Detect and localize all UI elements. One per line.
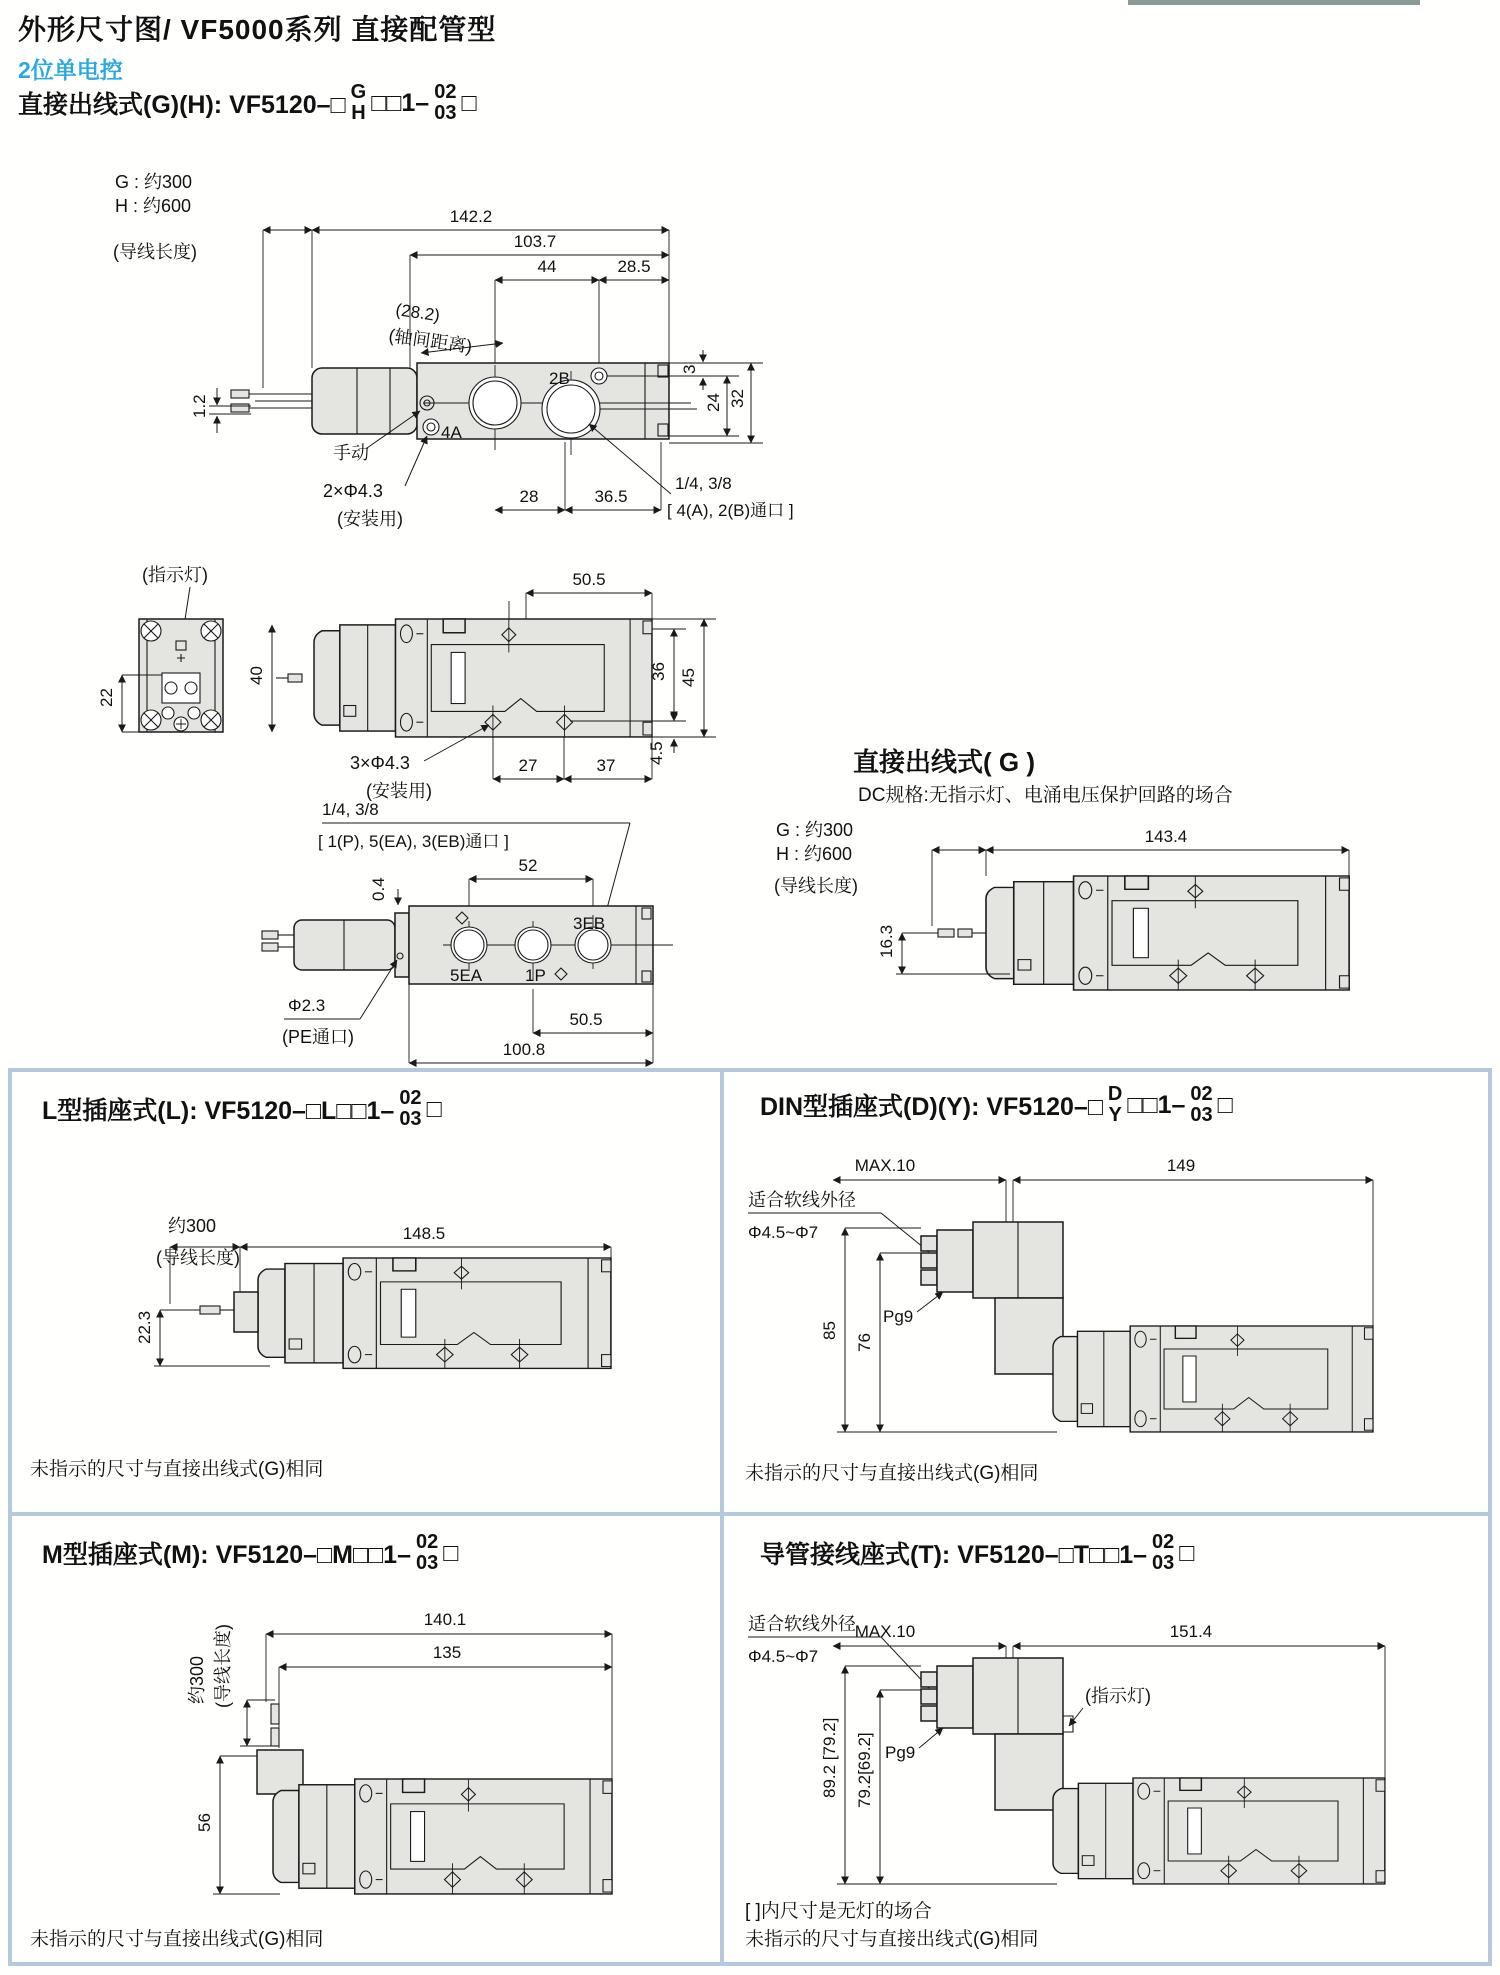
lead-note-label: (导线长度) <box>774 876 858 896</box>
port-5ea-circle <box>451 927 487 963</box>
pitch-note: (轴间距离) <box>387 325 474 357</box>
option-stack <box>351 82 367 124</box>
note-t: 未指示的尺寸与直接出线式(G)相同 <box>745 1929 1039 1950</box>
model-mid: □□1– <box>1127 1090 1186 1119</box>
valve-side-body <box>1053 1326 1373 1432</box>
dim-50-5: 50.5 <box>572 570 606 589</box>
dim-85: 85 <box>820 1321 839 1340</box>
model-prefix: DIN型插座式(D)(Y): VF5120–□ <box>760 1093 1103 1121</box>
dim-148-5: 148.5 <box>402 1224 446 1243</box>
valve-side-body <box>986 876 1349 990</box>
divider-horizontal-top <box>8 1068 1492 1072</box>
port-2b-circle <box>542 380 600 438</box>
valve-side-body <box>273 1779 612 1894</box>
port-1p-label: 1P <box>525 966 546 985</box>
dim-24: 24 <box>704 393 723 412</box>
dim-36-5: 36.5 <box>594 487 628 506</box>
pe-note-label: (PE通口) <box>282 1027 354 1047</box>
size-03: 03 <box>415 1552 439 1574</box>
port-4a-label: 4A <box>441 423 462 442</box>
din-view-drawing <box>733 1140 1488 1452</box>
size-03: 03 <box>1190 1104 1213 1126</box>
dim-pitch: (28.2) <box>394 300 442 326</box>
size-stack <box>434 82 456 124</box>
t-view-drawing <box>733 1608 1488 1888</box>
thread-label: 1/4, 3/8 <box>675 474 732 493</box>
page-subtitle: 2位单电控 <box>18 57 123 83</box>
dim-28-5: 28.5 <box>617 257 651 276</box>
model-mid: □□1– <box>371 88 430 117</box>
size-stack <box>399 1088 421 1130</box>
dim-89-2: 89.2 [79.2] <box>820 1717 839 1798</box>
dim-1-2: 1.2 <box>190 394 209 418</box>
model-prefix: L型插座式(L): VF5120–□L□□1– <box>42 1097 395 1125</box>
g-view-drawing <box>770 806 1494 1056</box>
size-02: 02 <box>434 81 457 103</box>
model-prefix: 直接出线式(G)(H): VF5120–□ <box>18 91 346 119</box>
mount3-note-label: (安装用) <box>366 781 432 801</box>
port-3eb-label: 3EB <box>573 914 606 933</box>
dim-45: 45 <box>679 668 698 687</box>
note-din: 未指示的尺寸与直接出线式(G)相同 <box>745 1463 1039 1484</box>
model-suffix: □ <box>426 1094 442 1123</box>
lead-g-label: G : 约300 <box>776 820 854 840</box>
size-02: 02 <box>399 1087 422 1109</box>
option-d: D <box>1107 1083 1123 1105</box>
t-gland <box>937 1666 973 1728</box>
dim-16-3: 16.3 <box>877 924 896 958</box>
note-l: 未指示的尺寸与直接出线式(G)相同 <box>30 1459 324 1480</box>
cable-dia-label: Φ4.5~Φ7 <box>748 1647 819 1666</box>
m-view-drawing <box>95 1592 735 1922</box>
lead-label: 约300 <box>187 1655 207 1704</box>
model-suffix: □ <box>1179 1538 1195 1567</box>
option-stack <box>1108 1084 1122 1126</box>
dim-40: 40 <box>247 666 266 685</box>
dim-142-2: 142.2 <box>449 207 493 226</box>
dim-100-8: 100.8 <box>502 1040 546 1059</box>
lead-note-label: (导线长度) <box>113 242 197 262</box>
model-heading-gh <box>18 82 477 124</box>
size-03: 03 <box>399 1108 422 1130</box>
thread-note-label: [ 1(P), 5(EA), 3(EB)通口 ] <box>318 832 509 851</box>
model-heading-din <box>760 1084 1233 1126</box>
dim-3: 3 <box>680 364 699 374</box>
dim-76: 76 <box>855 1333 874 1352</box>
lead-h-label: H : 约600 <box>776 844 853 864</box>
option-y: Y <box>1108 1104 1122 1126</box>
cable-note-label: 适合软线外径 <box>748 1614 856 1634</box>
mount-note-label: (安装用) <box>337 509 403 529</box>
size-02: 02 <box>1190 1083 1213 1105</box>
dim-max10: MAX.10 <box>854 1156 916 1175</box>
model-heading-l <box>42 1088 442 1130</box>
dim-32: 32 <box>728 389 747 408</box>
size-stack <box>416 1532 438 1574</box>
dim-151-4: 151.4 <box>1169 1622 1213 1641</box>
model-prefix: M型插座式(M): VF5120–□M□□1– <box>42 1541 411 1569</box>
page-title: 外形尺寸图/ VF5000系列 直接配管型 <box>18 14 497 45</box>
gland-label: Pg9 <box>885 1743 916 1762</box>
divider-horizontal-mid <box>8 1512 1492 1516</box>
m-plug <box>257 1750 303 1794</box>
dim-79-2: 79.2[69.2] <box>855 1732 874 1808</box>
divider-horizontal-bottom <box>8 1962 1492 1966</box>
model-suffix: □ <box>461 88 477 117</box>
indicator-label: (指示灯) <box>1085 1686 1151 1706</box>
gland-label: Pg9 <box>883 1307 914 1326</box>
dim-36: 36 <box>649 662 668 681</box>
g-type-title: 直接出线式( G ) <box>853 747 1035 777</box>
mount-hole-circle <box>423 419 439 435</box>
mount3-label: 3×Φ4.3 <box>350 753 410 773</box>
manual-label: 手动 <box>333 443 369 463</box>
port-2b-label: 2B <box>549 369 570 388</box>
port-4a-circle <box>469 377 521 429</box>
cable-dia-label: Φ4.5~Φ7 <box>748 1223 819 1242</box>
pe-dia-label: Φ2.3 <box>288 996 326 1015</box>
lead-h-label: H : 约600 <box>115 196 192 216</box>
note-m: 未指示的尺寸与直接出线式(G)相同 <box>30 1929 324 1950</box>
option-g: G <box>350 81 367 103</box>
model-heading-t <box>760 1532 1194 1574</box>
din-gland <box>937 1230 973 1292</box>
dim-37: 37 <box>596 756 616 775</box>
size-02: 02 <box>415 1531 439 1553</box>
lead-g-label: G : 约300 <box>115 172 193 192</box>
dim-4-5: 4.5 <box>647 741 666 765</box>
border-right <box>1488 1068 1492 1966</box>
note-t-bracket: [ ]内尺寸是无灯的场合 <box>745 1901 932 1922</box>
dim-140-1: 140.1 <box>423 1610 467 1629</box>
g-type-subtitle: DC规格:无指示灯、电涌电压保护回路的场合 <box>858 785 1233 806</box>
valve-side-body <box>314 619 652 737</box>
dim-149: 149 <box>1166 1156 1196 1175</box>
l-plug <box>234 1292 258 1332</box>
indicator-label: (指示灯) <box>142 565 208 585</box>
dim-27: 27 <box>518 756 538 775</box>
option-h: H <box>351 102 366 124</box>
dim-max10: MAX.10 <box>854 1622 916 1641</box>
dim-22-3: 22.3 <box>135 1310 154 1344</box>
thread-note-label: [ 4(A), 2(B)通口 ] <box>667 501 794 520</box>
size-02: 02 <box>1152 1531 1175 1553</box>
lead-label: 约300 <box>168 1216 217 1236</box>
port-5ea-label: 5EA <box>450 966 483 985</box>
model-prefix: 导管接线座式(T): VF5120–□T□□1– <box>760 1541 1148 1569</box>
lead-note-label: (导线长度) <box>213 1624 233 1708</box>
dim-135: 135 <box>432 1643 462 1662</box>
header-band-remnant <box>1128 0 1420 5</box>
dim-44: 44 <box>537 257 557 276</box>
mount-label: 2×Φ4.3 <box>323 481 383 501</box>
border-left <box>8 1068 12 1966</box>
l-view-drawing <box>20 1180 726 1450</box>
port-1p-circle <box>515 927 551 963</box>
dim-50-5: 50.5 <box>569 1010 603 1029</box>
port-view-drawing <box>248 793 734 1083</box>
lead-note-label: (导线长度) <box>156 1248 240 1268</box>
model-suffix: □ <box>1217 1090 1233 1119</box>
size-03: 03 <box>434 102 457 124</box>
dim-22: 22 <box>97 688 116 707</box>
size-stack <box>1190 1084 1212 1126</box>
cable-note-label: 适合软线外径 <box>748 1190 856 1210</box>
top-view-drawing <box>105 150 805 570</box>
valve-side-body <box>258 1258 611 1368</box>
indicator-lamp <box>176 641 186 650</box>
dim-56: 56 <box>195 1813 214 1832</box>
model-suffix: □ <box>443 1538 459 1567</box>
thread-label: 1/4, 3/8 <box>322 800 379 819</box>
dim-143-4: 143.4 <box>1144 827 1188 846</box>
dim-52: 52 <box>518 856 538 875</box>
size-stack <box>1152 1532 1174 1574</box>
dim-28: 28 <box>519 487 539 506</box>
valve-side-body <box>1053 1778 1385 1884</box>
dim-0-4: 0.4 <box>369 877 388 901</box>
model-heading-m <box>42 1532 458 1574</box>
dim-103-7: 103.7 <box>513 232 557 251</box>
size-03: 03 <box>1152 1552 1175 1574</box>
